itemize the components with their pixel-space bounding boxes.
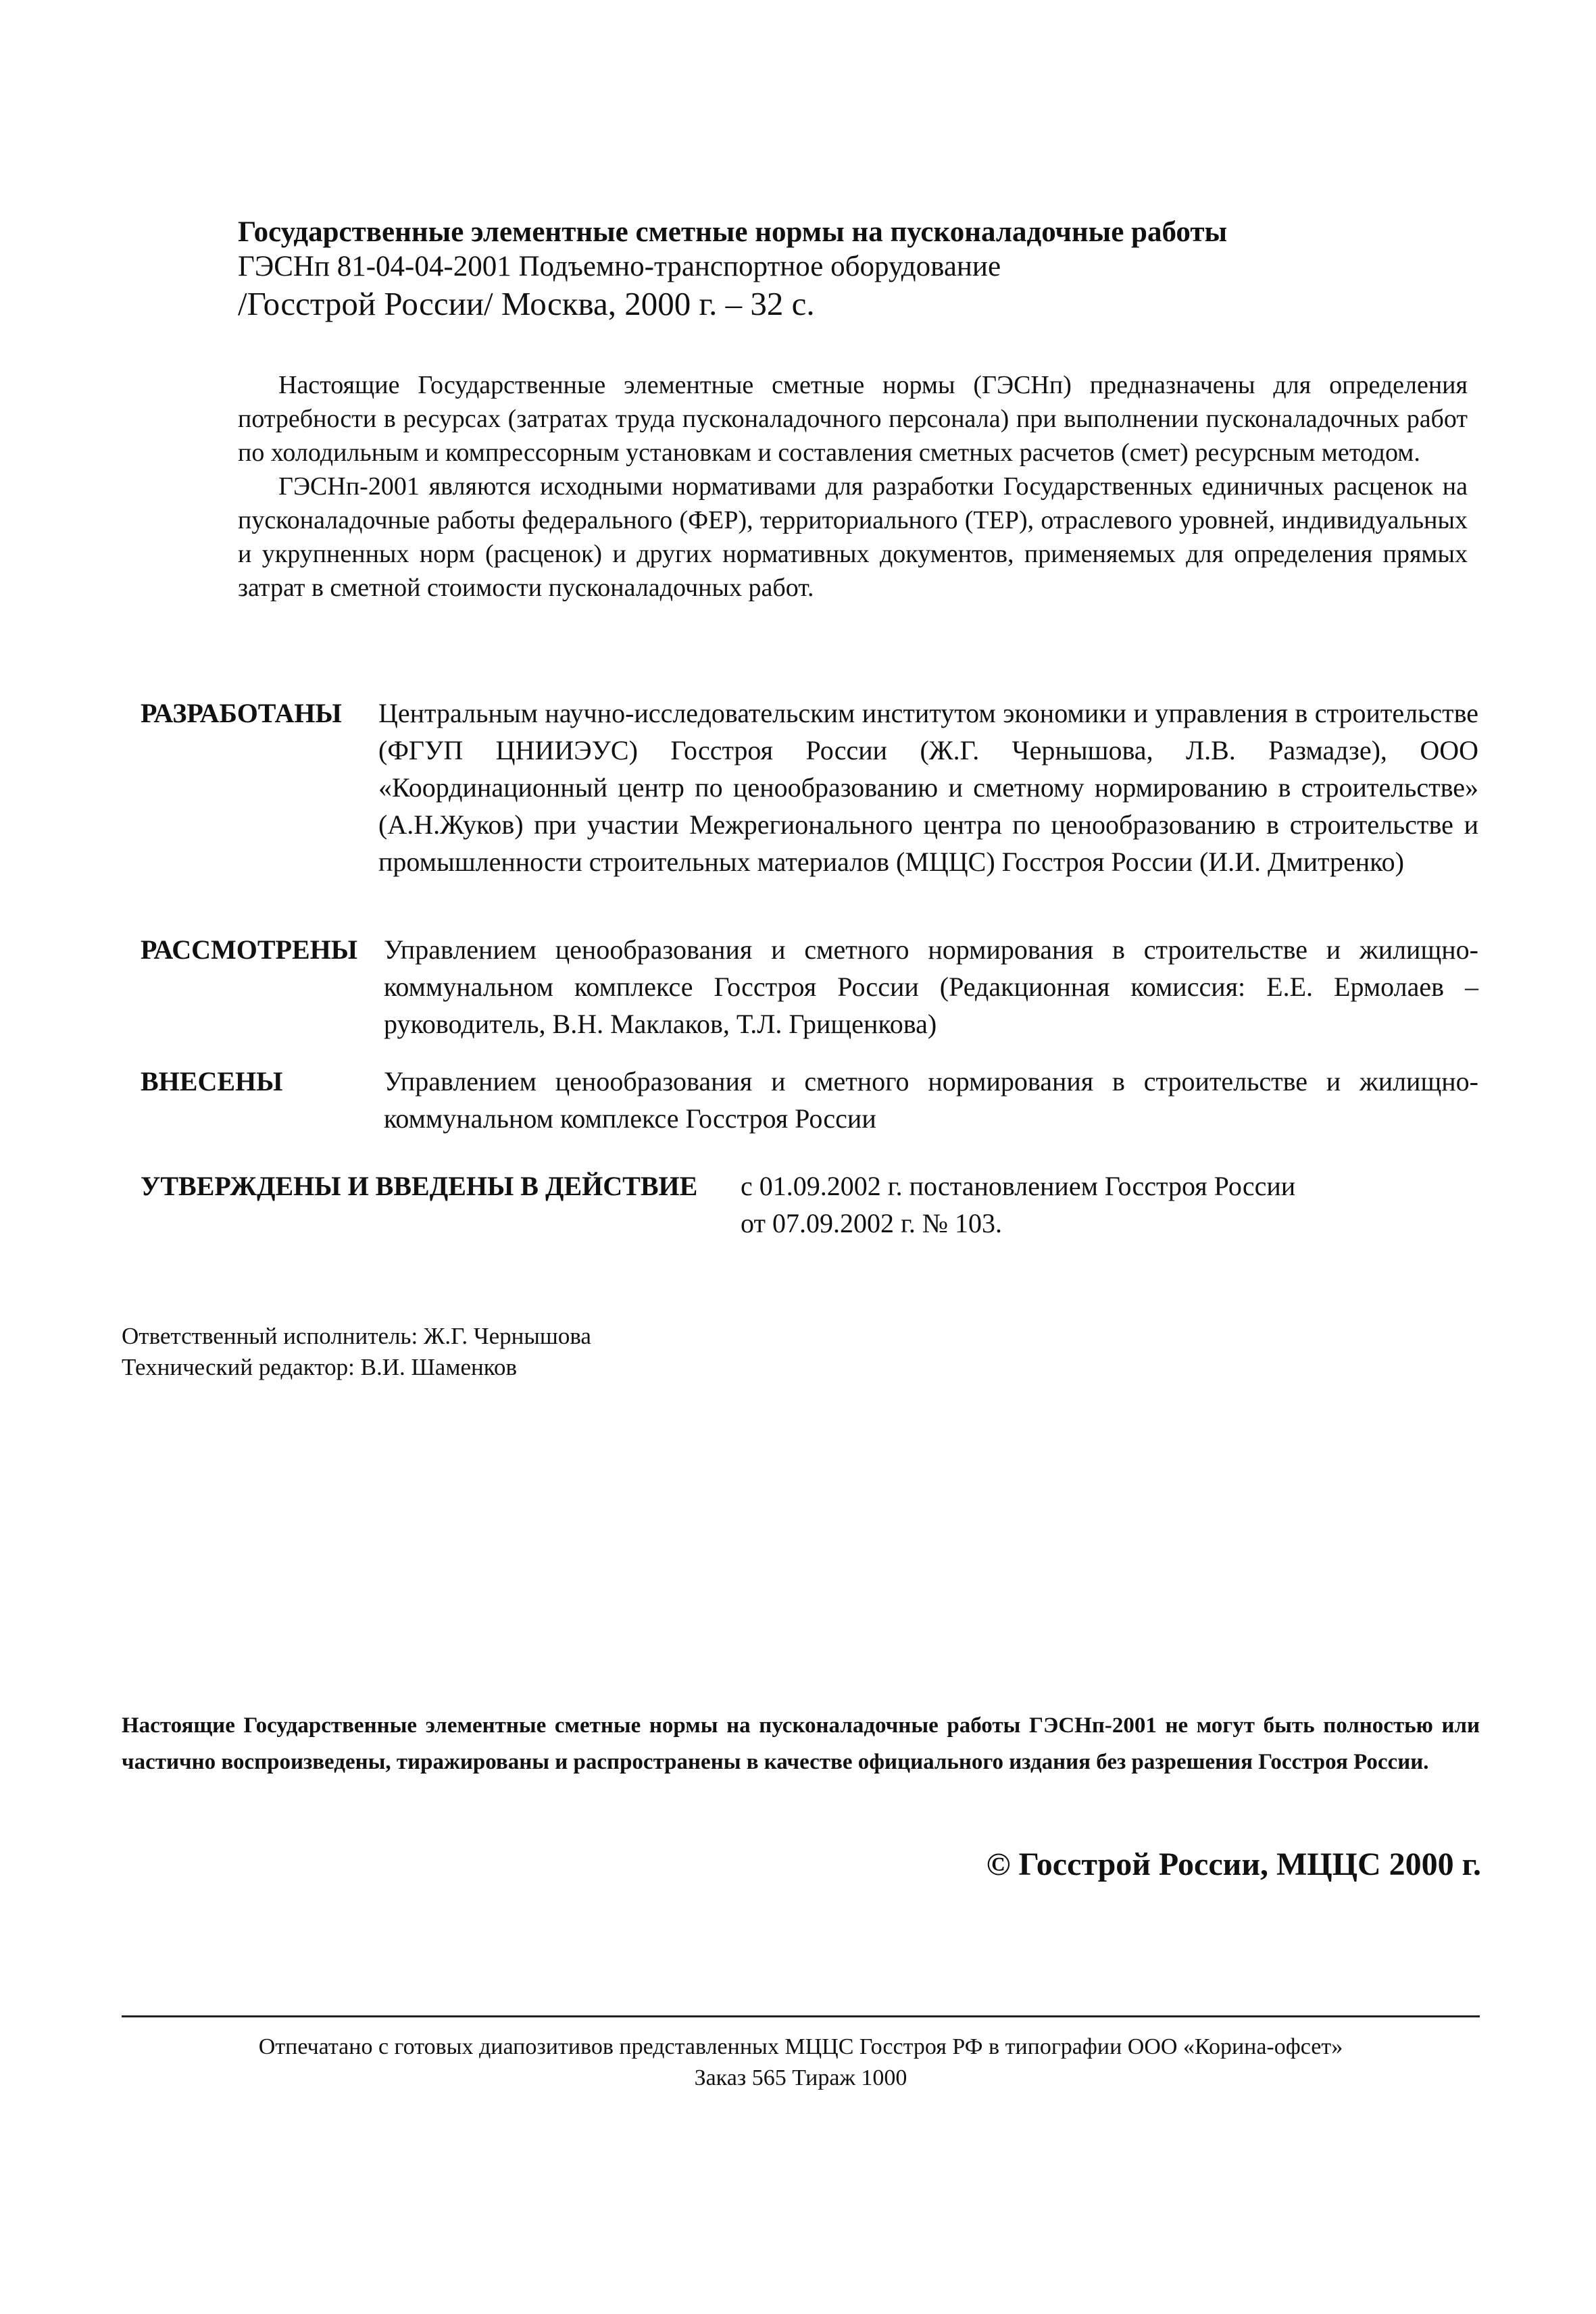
- intro-section: [238, 368, 1468, 605]
- submitted-section: [141, 1063, 1478, 1137]
- order-info: Заказ 565 Тираж 1000: [694, 2065, 907, 2090]
- submitted-text: Управлением ценообразования и сметного нормирования в строительстве и жилищно-коммунальном комплексе Госстроя России: [384, 1066, 1478, 1134]
- intro-paragraph-1: Настоящие Государственные элементные сметные нормы (ГЭСНп) предназначены для определения потребности в ресурсах (затратах труда пусконаладочного персонала) при выполнении пусконаладочных работ по холодильным и компрессорным установкам и составления сметных расчетов (смет) ресурсным методом.: [238, 371, 1468, 467]
- developed-section: [141, 695, 1478, 880]
- header-code: ГЭСНп 81-04-04-2001 Подъемно-транспортное оборудование: [238, 251, 1001, 282]
- submitted-label: ВНЕСЕНЫ: [141, 1066, 283, 1097]
- intro-paragraph-2: ГЭСНп-2001 являются исходными нормативами для разработки Государственных единичных расценок на пусконаладочные работы федерального (ФЕР), территориального (ТЕР), отраслевого уровней, индивидуальных и укрупненных норм (расценок) и других нормативных документов, применяемых для определения прямых затрат в сметной стоимости пусконаладочных работ.: [238, 472, 1468, 602]
- document-header: [238, 215, 1522, 324]
- approved-line-1: с 01.09.2002 г. постановлением Госстроя России: [741, 1171, 1296, 1201]
- developed-text: Центральным научно-исследовательским институтом экономики и управления в строительстве (ФГУП ЦНИИЭУС) Госстроя России (Ж.Г. Чернышова, Л.В. Размадзе), ООО «Координационный центр по ценообразованию и сметному нормированию в строительстве» (А.Н.Жуков) при участии Межрегионального центра по ценообразованию в строительстве и промышленности строительных материалов (МЦЦС) Госстроя России (И.И. Дмитренко): [378, 698, 1478, 877]
- reviewed-text: Управлением ценообразования и сметного нормирования в строительстве и жилищно-коммунальном комплексе Госстроя России (Редакционная комиссия: Е.Е. Ермолаев – руководитель, В.Н. Маклаков, Т.Л. Грищенкова): [384, 934, 1478, 1039]
- developed-label: РАЗРАБОТАНЫ: [141, 698, 342, 728]
- copyright-notice: Настоящие Государственные элементные сметные нормы на пусконаладочные работы ГЭСНп-2001 не могут быть полностью или частично воспроизведены, тиражированы и распространены в качестве официального издания без разрешения Госстроя России.: [122, 1713, 1480, 1774]
- approved-section: [141, 1167, 1478, 1242]
- copyright-line: © Госстрой России, МЦЦС 2000 г.: [986, 1846, 1481, 1882]
- print-footer: [122, 2032, 1480, 2094]
- footer-divider: [122, 2015, 1480, 2017]
- header-publisher: /Госстрой России/ Москва, 2000 г. – 32 с.: [238, 285, 815, 322]
- staff-credits: [122, 1321, 591, 1383]
- approved-details: [741, 1167, 1295, 1242]
- print-info: Отпечатано с готовых диапозитивов представленных МЦЦС Госстроя РФ в типографии ООО «Корина-офсет»: [258, 2034, 1343, 2059]
- approved-line-2: от 07.09.2002 г. № 103.: [741, 1208, 1003, 1238]
- reviewed-section: [141, 931, 1478, 1042]
- reviewed-label: РАССМОТРЕНЫ: [141, 934, 358, 965]
- technical-editor: Технический редактор: В.И. Шаменков: [122, 1354, 517, 1380]
- header-title: Государственные элементные сметные нормы на пусконаладочные работы: [238, 216, 1228, 248]
- responsible-executor: Ответственный исполнитель: Ж.Г. Чернышова: [122, 1323, 591, 1349]
- approved-label: УТВЕРЖДЕНЫ И ВВЕДЕНЫ В ДЕЙСТВИЕ: [141, 1171, 698, 1201]
